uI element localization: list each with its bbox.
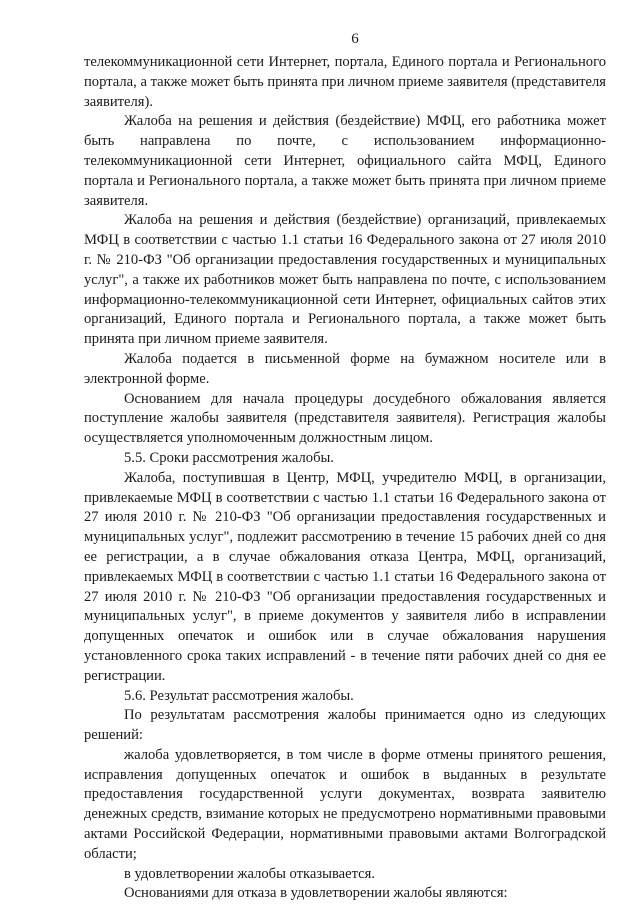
paragraph: По результатам рассмотрения жалобы принимается одно из следующих решений: <box>84 707 606 744</box>
paragraph: Основанием для начала процедуры досудебного обжалования является поступление жалобы заявителя (представителя заявителя). Регистрация жалобы осуществляется уполномоченным должностным лицом. <box>84 390 606 447</box>
paragraph: Основаниями для отказа в удовлетворении жалобы являются: <box>124 885 508 902</box>
paragraph: Жалоба подается в письменной форме на бумажном носителе или в электронной форме. <box>84 350 606 387</box>
paragraph: Жалоба, поступившая в Центр, МФЦ, учредителю МФЦ, в организации, привлекаемые МФЦ в соответствии с частью 1.1 статьи 16 Федерального закона от 27 июля 2010 г. № 210-ФЗ "Об организации предоставления государственных и муниципальных услуг", подлежит рассмотрению в течение 15 рабочих дней со дня ее регистрации, а в случае обжалования отказа Центра, МФЦ, организаций, привлекаемых МФЦ в соответствии с частью 1.1 статьи 16 Федерального закона от 27 июля 2010 г. № 210-ФЗ "Об организации предоставления государственных и муниципальных услуг", в приеме документов у заявителя либо в исправлении допущенных опечаток и ошибок или в случае обжалования нарушения установленного срока таких исправлений - в течение пяти рабочих дней со дня ее регистрации. <box>84 469 606 684</box>
paragraph: жалоба удовлетворяется, в том числе в форме отмены принятого решения, исправления допущенных опечаток и ошибок в выданных в результате предоставления государственной услуги документах, возврата заявителю денежных средств, взимание которых не предусмотрено нормативными правовыми актами Российской Федерации, нормативными правовыми актами Волгоградской области; <box>84 746 606 862</box>
section-heading: 5.5. Сроки рассмотрения жалобы. <box>124 449 334 466</box>
paragraph: в удовлетворении жалобы отказывается. <box>124 865 376 882</box>
page-number: 6 <box>351 31 359 47</box>
paragraph: телекоммуникационной сети Интернет, портала, Единого портала и Регионального портала, а также может быть принята при личном приеме заявителя (представителя заявителя). <box>84 54 606 110</box>
section-heading: 5.6. Результат рассмотрения жалобы. <box>124 687 354 704</box>
document-body <box>84 53 606 904</box>
paragraph: Жалоба на решения и действия (бездействие) организаций, привлекаемых МФЦ в соответствии с частью 1.1 статьи 16 Федерального закона от 27 июля 2010 г. № 210-ФЗ "Об организации предоставления государственных и муниципальных услуг", а также их работников может быть направлена по почте, с использованием информационно-телекоммуникационной сети Интернет, официальных сайтов этих организаций, Единого портала и Регионального портала, а также может быть принята при личном приеме заявителя. <box>84 212 606 348</box>
paragraph: Жалоба на решения и действия (бездействие) МФЦ, его работника может быть направлена по почте, с использованием информационно-телекоммуникационной сети Интернет, официального сайта МФЦ, Единого портала и Регионального портала, а также может быть принята при личном приеме заявителя. <box>84 113 606 209</box>
